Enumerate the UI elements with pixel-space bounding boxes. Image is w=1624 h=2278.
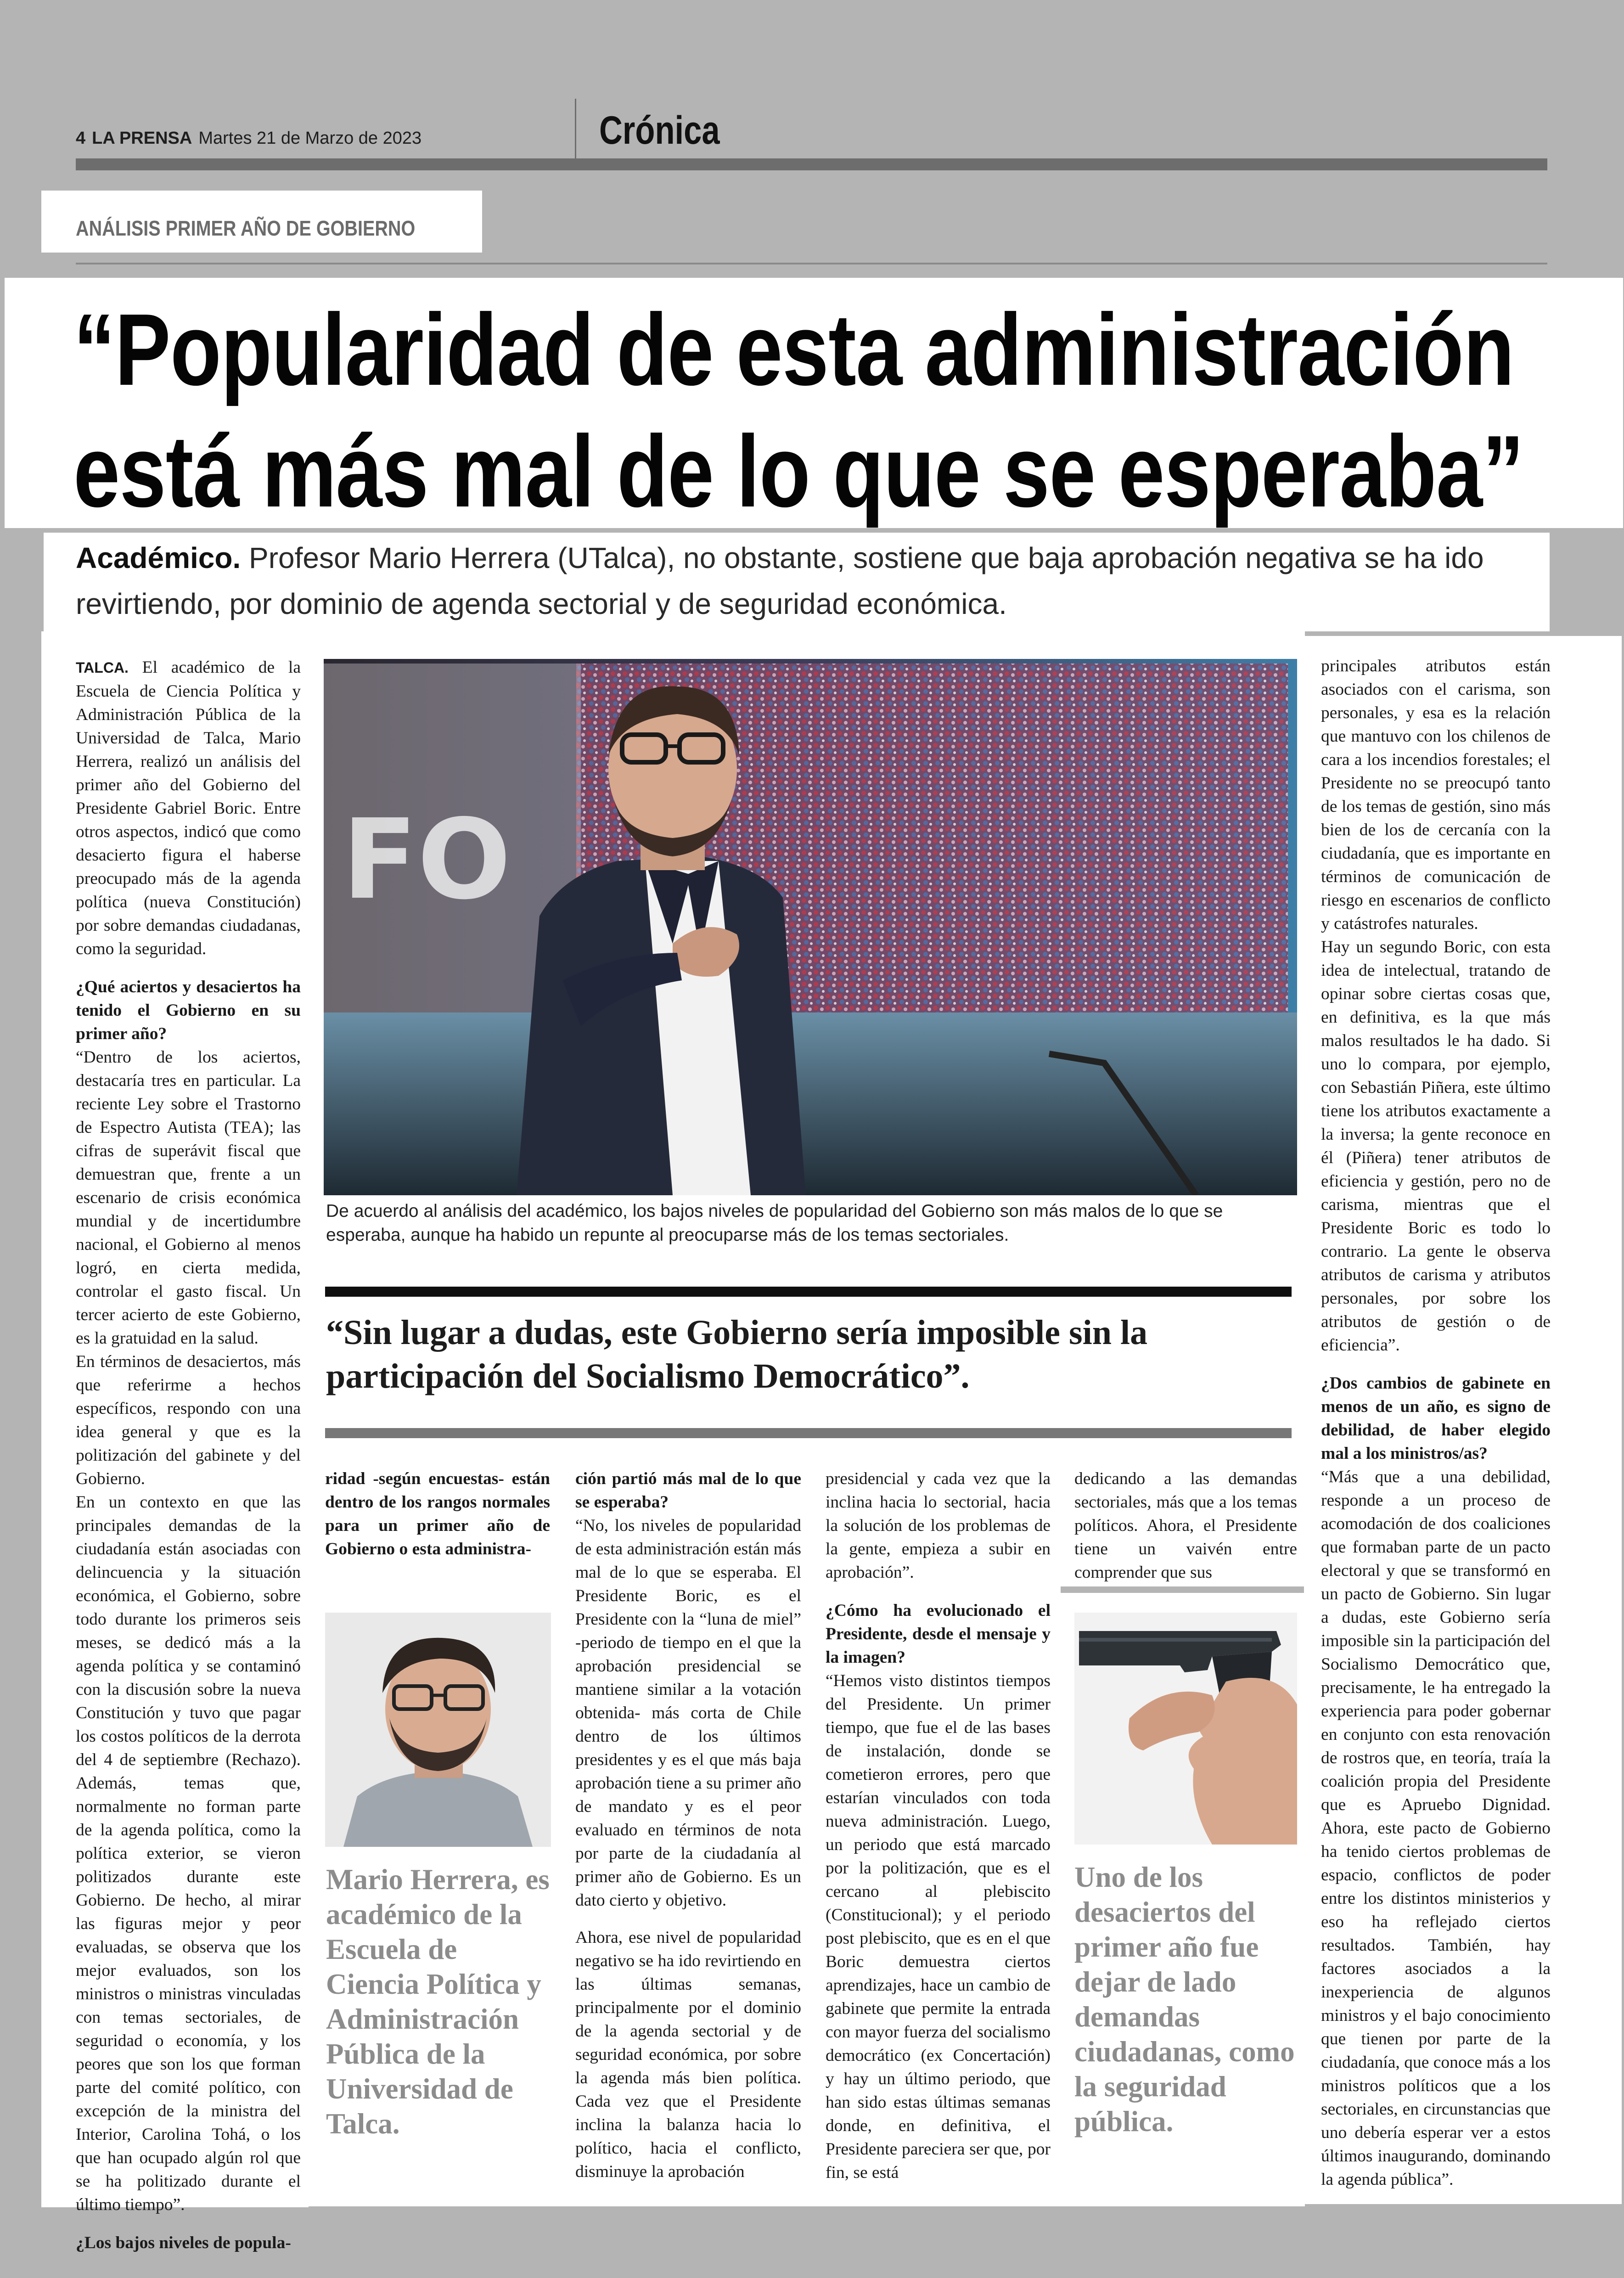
- header-divider: [575, 99, 576, 158]
- column5-paragraph-1: dedicando a las demandas sectoriales, más que a los temas políticos. Ahora, el Presidente tiene un vaivén entre comprender que sus: [1074, 1469, 1297, 1582]
- column1-paragraph-1: El académico de la Escuela de Ciencia Política y Administración Pública de la Universidad de Talca, Mario Herrera, realizó un análisis del primer año del Gobierno del Presidente Gabriel Boric. Entre otros aspectos, indicó que como desacierto figura el haberse preocupado más de la agenda política (nueva Constitución) por sobre demandas ciudadanas, como la seguridad.: [76, 658, 301, 958]
- column1-question-1: ¿Qué aciertos y desaciertos ha tenido el Gobierno en su primer año?: [76, 978, 301, 1043]
- kicker: ANÁLISIS PRIMER AÑO DE GOBIERNO: [76, 216, 416, 240]
- column-5: [1074, 1467, 1297, 1584]
- portrait-caption: Mario Herrera, es académico de la Escuela de Ciencia Política y Administración Pública de la Universidad de Talca.: [326, 1863, 550, 2140]
- column5-divider: [1061, 1586, 1304, 1593]
- column-2: [325, 1467, 550, 1561]
- column3-question-continued: ción partió más mal de lo que se esperaba?: [575, 1469, 801, 1512]
- column1-paragraph-2: “Dentro de los aciertos, destacaría tres en particular. La reciente Ley sobre el Trastorno de Espectro Autista (TEA); las cifras de superávit fiscal que demuestran que, frente a un escenario de crisis económica mundial y de incertidumbre nacional, el Gobierno al menos logró, en cierta medida, controlar el gasto fiscal. Un tercer acierto de este Gobierno, es la gratuidad en la salud.: [76, 1048, 301, 1348]
- section-title: Crónica: [599, 108, 720, 152]
- column-1: [76, 656, 301, 2255]
- main-photo: [324, 659, 1297, 1195]
- column1-question-2: ¿Los bajos niveles de popula-: [76, 2233, 291, 2252]
- column6-paragraph-2: Hay un segundo Boric, con esta idea de intelectual, tratando de opinar sobre ciertas cosas que, en definitiva, es la que más malos resultados le ha dado. Si uno lo compara, por ejemplo, con Sebastián Piñera, este último tiene los atributos exactamente a la inversa; la gente reconoce en él (Piñera) tener atributos de eficiencia y gestión, pero no de carisma, mientras que el Presidente Boric es todo lo contrario. La gente le observa atributos de carisma y atributos personales, por sobre los atributos de gestión o de eficiencia”.: [1321, 938, 1551, 1355]
- headline-line-1: “Popularidad de esta administración: [73, 293, 1514, 407]
- publication-name: LA PRENSA: [92, 129, 192, 148]
- pull-quote: “Sin lugar a dudas, este Gobierno sería imposible sin la participación del Socialismo Democrático”.: [326, 1313, 1148, 1395]
- headline-line-2: está más mal de lo que se esperaba”: [73, 415, 1524, 529]
- column1-paragraph-3: En términos de desaciertos, más que referirme a hechos específicos, respondo con una idea general y que es la politización del gabinete y del Gobierno.: [76, 1352, 301, 1488]
- deck-label: Académico.: [76, 541, 241, 574]
- svg-text:FO: FO: [342, 795, 511, 924]
- column6-paragraph-3: “Más que a una debilidad, responde a un proceso de acomodación de dos coaliciones que formaban parte de un pacto electoral y que se transformó en un pacto de Gobierno. Sin lugar a dudas, este Gobierno sería imposible sin la participación del Socialismo Democrático que, precisamente, le ha entregado la experiencia para poder gobernar en conjunto con esta renovación de rostros que, en teoría, traía la coalición propia del Presidente que es Apruebo Dignidad. Ahora, este pacto de Gobierno ha tenido ciertos problemas de espacio, conflictos de poder entre los distintos ministerios y eso ha reflejado ciertos resultados. También, hay factores asociados a la inexperiencia de algunos ministros y el bajo conocimiento que tienen por parte de la ciudadanía, que conoce más a los ministros políticos que a los sectoriales, en circunstancias que uno debería esperar ver a estos últimos inaugurando, dominando la agenda pública”.: [1321, 1468, 1551, 2189]
- pull-quote-bottom-rule: [325, 1428, 1292, 1438]
- gun-photo: [1074, 1613, 1297, 1845]
- page-number: 4: [76, 129, 86, 148]
- portrait-photo: [325, 1613, 551, 1847]
- column3-paragraph-1: “No, los niveles de popularidad de esta administración están más mal de lo que se esperaba. El Presidente Boric, es el Presidente con la “luna de miel” -periodo de tiempo en el que la aprobación presidencial se mantiene similar a la votación obtenida- más corta de Chile dentro de los últimos presidentes y es el que más baja aprobación tiene a su primer año de mandato y es el peor evaluado en términos de nota por parte de la ciudadanía al primer año de Gobierno. Es un dato cierto y objetivo.: [575, 1516, 801, 1910]
- column1-paragraph-4: En un contexto en que las principales demandas de la ciudadanía están asociadas con delincuencia y la situación económica, el Gobierno, sobre todo durante los primeros seis meses, se dedicó más a la agenda política y se contaminó con la discusión sobre la nueva Constitución y tuvo que pagar los costos políticos de la derrota del 4 de septiembre (Rechazo). Además, temas que, normalmente no forman parte de la agenda política, como la política exterior, se vieron politizados durante este Gobierno. De hecho, al mirar las figuras mejor y peor evaluadas, se observa que los mejor evaluados, son los ministros o ministras vinculadas con temas sectoriales, de seguridad o economía, y los peores que son los que forman parte del comité político, con excepción de la ministra del Interior, Carolina Tohá, o los que han ocupado algún rol que se ha politizado durante el último tiempo”.: [76, 1493, 301, 2214]
- column4-paragraph-1: presidencial y cada vez que la inclina hacia lo sectorial, hacia la solución de los problemas de la gente, empieza a subir en aprobación”.: [826, 1469, 1051, 1582]
- header-rule: [76, 158, 1547, 170]
- issue-date: Martes 21 de Marzo de 2023: [198, 129, 422, 148]
- column2-question-continued: ridad -según encuestas- están dentro de los rangos normales para un primer año de Gobierno o esta administra-: [325, 1469, 550, 1558]
- column-6: [1321, 654, 1551, 2191]
- deck: [76, 535, 1536, 627]
- column6-question-1: ¿Dos cambios de gabinete en menos de un año, es signo de debilidad, de haber elegido mal a los ministros/as?: [1321, 1374, 1551, 1463]
- dateline: TALCA.: [76, 659, 129, 676]
- main-photo-caption: De acuerdo al análisis del académico, los bajos niveles de popularidad del Gobierno son más malos de lo que se esperaba, aunque ha habido un repunte al preocuparse más de los temas sectoriales.: [326, 1201, 1223, 1245]
- column6-paragraph-1: principales atributos están asociados con el carisma, son personales, y esa es la relación que mantuvo con los chilenos de cara a los incendios forestales; el Presidente no se preocupó tanto de los temas de gestión, sino más bien de los de cercanía con la ciudadanía, que es importante en términos de comunicación de riesgo en escenarios de conflicto y catástrofes naturales.: [1321, 657, 1551, 933]
- column-4: [826, 1467, 1051, 2184]
- pull-quote-top-rule: [325, 1287, 1292, 1297]
- kicker-rule: [76, 263, 1547, 264]
- column4-paragraph-2: “Hemos visto distintos tiempos del Presidente. Un primer tiempo, que fue el de las bases de instalación, donde se cometieron errores, pero que estarían vinculados con toda nueva administración. Luego, un periodo que está marcado por la politización, que es el cercano al plebiscito (Constitucional); y el periodo post plebiscito, que es en el que Boric demuestra ciertos aprendizajes, hace un cambio de gabinete que permite la entrada con mayor fuerza del socialismo democrático (ex Concertación) y hay un último periodo, que han sido estas últimas semanas donde, en definitiva, el Presidente pareciera ser que, por fin, se está: [826, 1671, 1051, 2182]
- page-header: [76, 129, 421, 148]
- gun-photo-caption: Uno de los desaciertos del primer año fue dejar de lado demandas ciudadanas, como la seguridad pública.: [1074, 1861, 1295, 2137]
- column3-paragraph-2: Ahora, ese nivel de popularidad negativo se ha ido revirtiendo en las últimas semanas, principalmente por el dominio de la agenda sectorial y de seguridad económica, por sobre la agenda más bien política. Cada vez que el Presidente inclina la balanza hacia lo político, hacia el conflicto, disminuye la aprobación: [575, 1928, 801, 2181]
- headline: [73, 289, 1524, 533]
- deck-text: Profesor Mario Herrera (UTalca), no obstante, sostiene que baja aprobación negativa se ha ido revirtiendo, por dominio de agenda sectorial y de seguridad económica.: [76, 541, 1484, 620]
- column4-question-1: ¿Cómo ha evolucionado el Presidente, desde el mensaje y la imagen?: [826, 1601, 1051, 1667]
- column-3: [575, 1467, 801, 2183]
